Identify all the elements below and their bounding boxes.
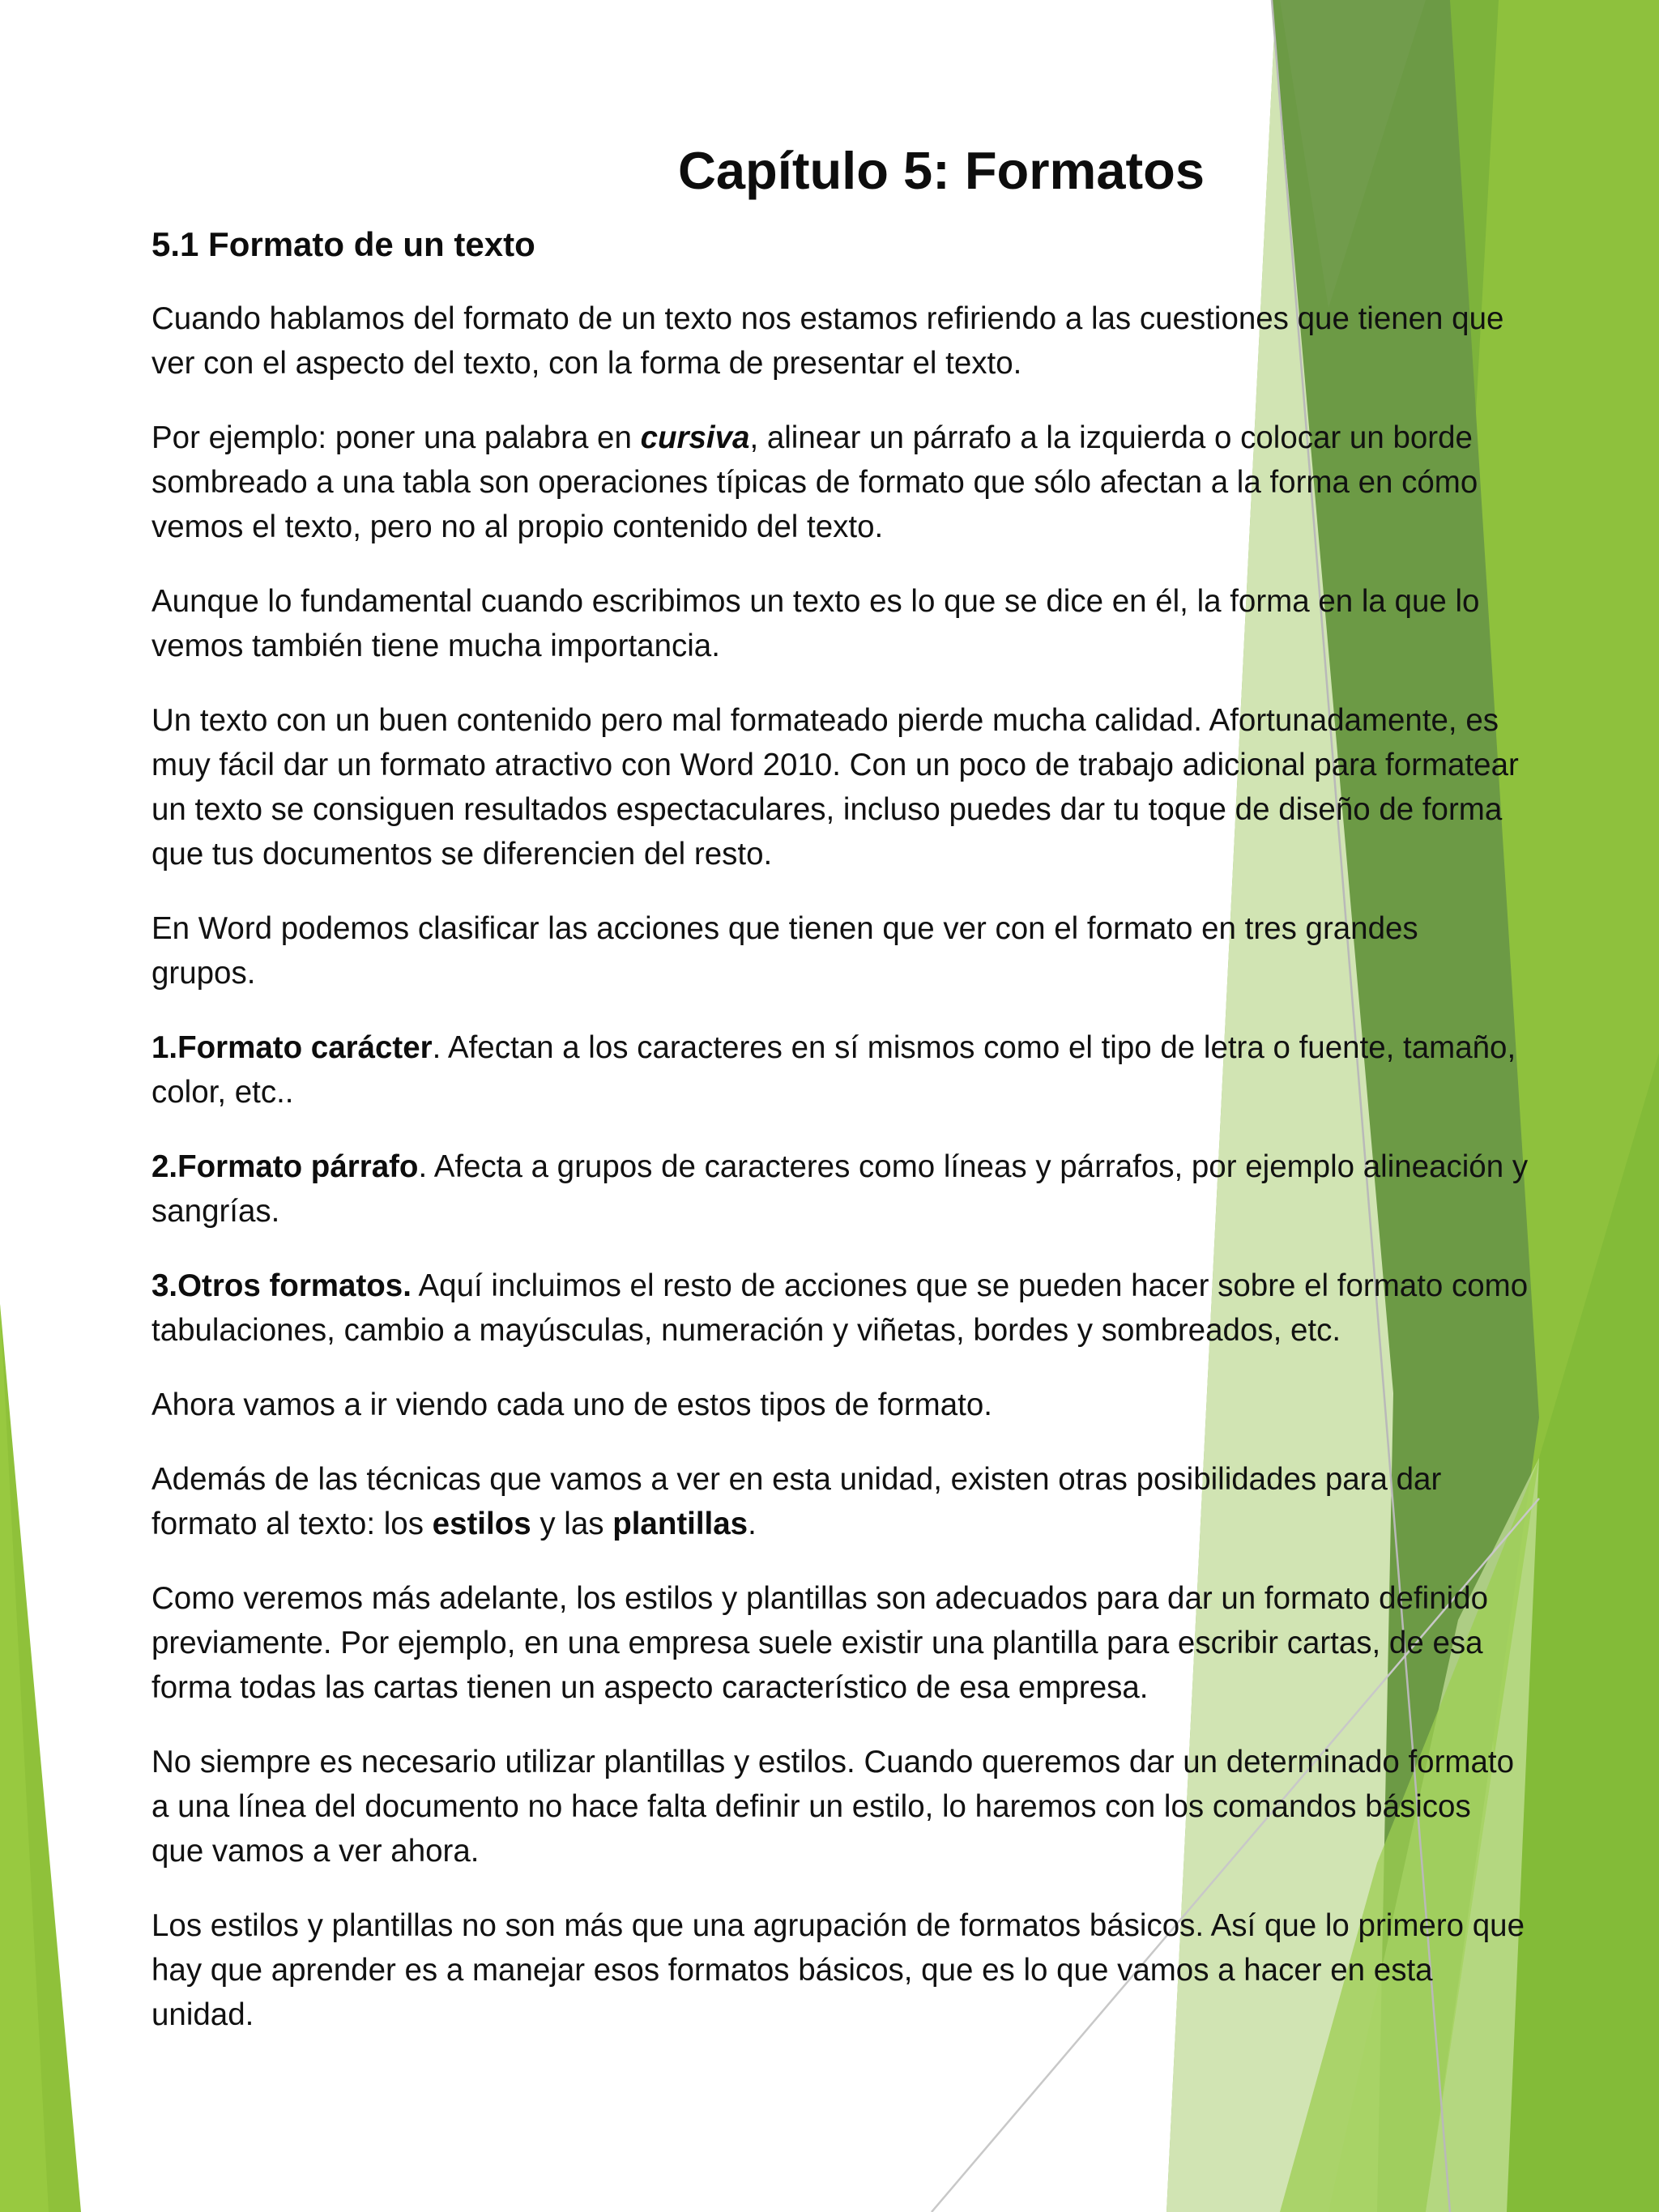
paragraph-10: Los estilos y plantillas no son más que una agrupación de formatos básicos. Así que lo primero que hay que aprender es a manejar esos formatos básicos, que es lo que vamos a hacer en esta unidad. — [151, 1907, 1525, 2032]
emphasis-cursiva: cursiva — [640, 420, 750, 455]
paragraph-1: Cuando hablamos del formato de un texto nos estamos refiriendo a las cuestiones que tienen que ver con el aspecto del texto, con la forma de presentar el texto. — [151, 300, 1504, 381]
paragraph-4: Un texto con un buen contenido pero mal formateado pierde mucha calidad. Afortunadamente, es muy fácil dar un formato atractivo con Word 2010. Con un poco de trabajo adicional para formatear un texto se consiguen resultados espectaculares, incluso puedes dar tu toque de diseño de forma que tus documentos se diferencien del resto. — [151, 702, 1519, 872]
paragraph-9: No siempre es necesario utilizar plantillas y estilos. Cuando queremos dar un determinado formato a una línea del documento no hace falta definir un estilo, lo haremos con los comandos básicos que vamos a ver ahora. — [151, 1744, 1515, 1869]
paragraph-7-text-a: Además de las técnicas que vamos a ver en esta unidad, existen otras posibilidades para dar formato al texto: los — [151, 1461, 1442, 1541]
list-item-text: . Afectan a los caracteres en sí mismos como el tipo de letra o fuente, tamaño, color, etc.. — [151, 1029, 1516, 1110]
chapter-title: Capítulo 5: Formatos — [677, 141, 1205, 200]
bold-estilos: estilos — [432, 1506, 531, 1541]
left-green-strip-light — [0, 1304, 49, 2212]
document-body — [151, 138, 1529, 2067]
list-item-label: 2.Formato párrafo — [151, 1149, 419, 1184]
list-item-label: 1.Formato carácter — [151, 1029, 433, 1065]
list-item-format-character — [151, 1025, 1529, 1115]
bold-plantillas: plantillas — [612, 1506, 748, 1541]
list-item-other-formats — [151, 1264, 1529, 1353]
paragraph-7-text-c: . — [748, 1506, 757, 1541]
list-item-text: Aquí incluimos el resto de acciones que se pueden hacer sobre el formato como tabulaciones, cambio a mayúsculas, numeración y viñetas, bordes y sombreados, etc. — [151, 1268, 1529, 1348]
paragraph-2-text-a: Por ejemplo: poner una palabra en — [151, 420, 641, 455]
paragraph-2 — [151, 416, 1529, 549]
paragraph-8: Como veremos más adelante, los estilos y plantillas son adecuados para dar un formato definido previamente. Por ejemplo, en una empresa suele existir una plantilla para escribir cartas, de esa forma todas las cartas tienen un aspecto característico de esa empresa. — [151, 1580, 1488, 1705]
paragraph-2-text-b: , alinear un párrafo a la izquierda o colocar un borde sombreado a una tabla son operaciones típicas de formato que sólo afectan a la forma en cómo vemos el texto, pero no al propio contenido del texto. — [151, 420, 1478, 544]
paragraph-6: Ahora vamos a ir viendo cada uno de estos tipos de formato. — [151, 1387, 992, 1422]
paragraph-5: En Word podemos clasificar las acciones que tienen que ver con el formato en tres grandes grupos. — [151, 910, 1418, 991]
list-item-label: 3.Otros formatos. — [151, 1268, 412, 1303]
paragraph-3: Aunque lo fundamental cuando escribimos un texto es lo que se dice en él, la forma en la que lo vemos también tiene mucha importancia. — [151, 583, 1480, 663]
list-item-text: . Afecta a grupos de caracteres como líneas y párrafos, por ejemplo alineación y sangrías. — [151, 1149, 1529, 1229]
section-heading: 5.1 Formato de un texto — [151, 225, 535, 264]
list-item-format-paragraph — [151, 1144, 1529, 1234]
paragraph-7 — [151, 1457, 1529, 1546]
paragraph-7-text-b: y las — [531, 1506, 613, 1541]
